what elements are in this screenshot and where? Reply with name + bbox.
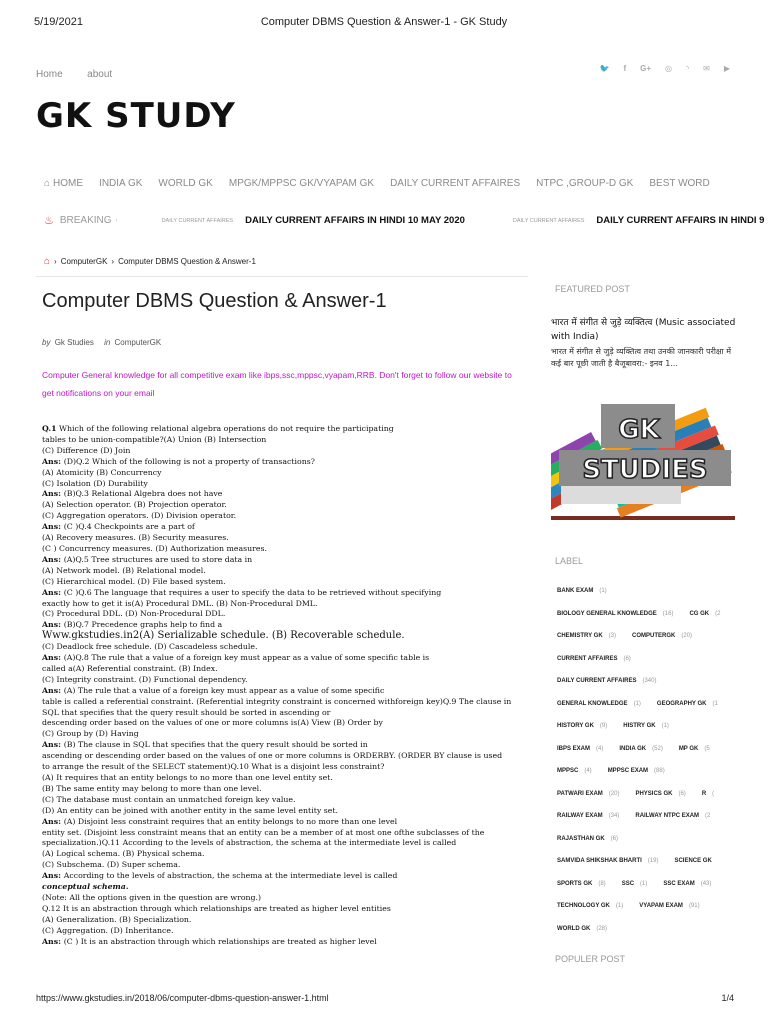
label-link[interactable]: WORLD GK [557, 925, 591, 932]
breadcrumb-separator-icon: › [111, 257, 115, 266]
label-count: (16) [662, 610, 674, 617]
label-row [557, 805, 737, 828]
qa-line-text: ascending or descending order based on the values of one or more columns is ORDERBY. (ORDER BY clause is used [42, 751, 503, 761]
label-count: (20) [681, 633, 693, 640]
ticker-tag[interactable]: DAILY CURRENT AFFAIRES [512, 217, 585, 224]
label-count: (340) [642, 678, 657, 685]
qa-line-text: (A) Generalization. (B) Specialization. [42, 914, 192, 924]
label-row [557, 738, 737, 761]
image-text-gk: GK [618, 415, 660, 445]
label-count: (9) [599, 723, 608, 730]
qa-line-lead: Ans: [42, 871, 64, 881]
qa-line-text: (C) Hierarchical model. (D) File based system. [42, 576, 226, 586]
qa-line [42, 675, 522, 686]
qa-line-lead: Ans: [42, 554, 64, 564]
social-links [600, 64, 731, 73]
label-count: (2 [715, 610, 721, 617]
qa-line-text: (A) Logical schema. (B) Physical schema. [42, 849, 205, 859]
label-count: (5 [704, 745, 710, 752]
label-count: (4) [584, 768, 592, 775]
ticker-item[interactable]: DAILY CURRENT AFFAIRS IN HINDI 9 [596, 215, 765, 226]
label-count: (43) [700, 880, 712, 887]
twitter-icon[interactable]: 🐦 [599, 64, 610, 73]
label-count: (88) [654, 768, 665, 775]
label-count: (20) [608, 790, 620, 797]
qa-line-text: (C) Aggregation. (D) Inheritance. [42, 925, 174, 935]
qa-line-text: (C) Subschema. (D) Super schema. [42, 860, 181, 870]
qa-line [42, 544, 522, 555]
qa-line [42, 751, 522, 762]
google-plus-icon[interactable]: G+ [640, 64, 652, 73]
label-count: (8) [598, 880, 606, 887]
qa-line [42, 446, 522, 457]
label-link[interactable]: GENERAL KNOWLEDGE [557, 700, 628, 707]
label-row [557, 580, 737, 603]
qa-line-text: descending order based on the values of one or more columns is(A) View (B) Order by [42, 718, 383, 728]
qa-line [42, 566, 522, 577]
qa-line-text: Www.gkstudies.in2(A) Serializable schedule. (B) Recoverable schedule. [42, 630, 405, 642]
qa-line [42, 653, 522, 664]
qa-line-text: (C) Procedural DDL. (D) Non-Procedural DDL. [42, 609, 226, 619]
qa-line [42, 915, 522, 926]
qa-line-text: to arrange the result of the SELECT statement)Q.10 What is a disjoint less constraint? [42, 762, 385, 772]
qa-line [42, 828, 522, 839]
qa-line [42, 817, 522, 828]
label-count: (34) [608, 813, 620, 820]
label-link[interactable]: SPORTS GK [557, 880, 593, 887]
qa-line [42, 795, 522, 806]
fire-icon: ♨ [44, 215, 54, 227]
chevron-icon: › [115, 217, 118, 224]
qa-line-text: table is called a referential constraint. (Referential integrity constraint is concerned withforeign key)Q.9 The clause in [42, 696, 512, 706]
qa-line [42, 686, 522, 697]
qa-line [42, 577, 522, 588]
label-count: (6) [623, 655, 631, 662]
nav-item-mpgk[interactable]: MPGK/MPPSC GK/VYAPAM GK [228, 178, 375, 189]
qa-line [42, 424, 522, 435]
breaking-ticker [44, 214, 764, 227]
qa-line [42, 468, 522, 479]
qa-line-text: According to the levels of abstraction, the schema at the intermediate level is called [63, 871, 398, 881]
label-link[interactable]: DAILY CURRENT AFFAIRES [557, 678, 637, 685]
qa-line-text: (D)Q.2 Which of the following is not a property of transactions? [63, 456, 315, 466]
label-link[interactable]: SSC EXAM [663, 880, 695, 887]
qa-line-text: (B)Q.3 Relational Algebra does not have [63, 489, 223, 499]
qa-line-text: (C) Group by (D) Having [42, 729, 139, 739]
qa-line [42, 511, 522, 522]
promo-text: Computer General knowledge for all competitive exam like ibps,ssc,mppsc,vyapam,RRB. Don't forget to follow our website to get notifications on your email [42, 370, 512, 398]
rss-icon[interactable]: ◝ [686, 64, 690, 73]
label-link[interactable]: VYAPAM EXAM [639, 903, 683, 910]
qa-line-text: specialization.)Q.11 According to the levels of abstraction, the schema at the intermediate level is called [42, 838, 457, 848]
label-link[interactable]: HISTRY GK [623, 723, 656, 730]
label-count: ( [712, 790, 715, 797]
qa-line [42, 773, 522, 784]
instagram-icon[interactable]: ◎ [665, 64, 673, 73]
post-author[interactable]: Gk Studies [54, 338, 94, 347]
qa-line-lead: Q.1 [42, 424, 57, 433]
label-link[interactable]: SCIENCE GK [674, 858, 712, 865]
qa-line-text: (A) Disjoint less constraint requires that an entity belongs to no more than one level [63, 816, 398, 826]
featured-heading: FEATURED POST [555, 284, 630, 294]
mail-icon[interactable]: ✉ [703, 64, 710, 73]
qa-line-text: (C )Q.6 The language that requires a user to specify the data to be retrieved without specifying [63, 587, 442, 597]
label-row [557, 670, 737, 693]
qa-line-text: (A) Network model. (B) Relational model. [42, 565, 206, 575]
featured-image[interactable] [551, 404, 735, 520]
label-link[interactable]: R [701, 790, 707, 797]
qa-line-lead: Ans: [42, 740, 64, 750]
qa-line [42, 555, 522, 566]
qa-line-text: (C) Deadlock free schedule. (D) Cascadeless schedule. [42, 642, 258, 652]
qa-line [42, 762, 522, 773]
qa-line [42, 533, 522, 544]
label-link[interactable]: MPPSC [557, 768, 579, 775]
top-nav [36, 64, 132, 82]
qa-line-text: (C) Aggregation operators. (D) Division operator. [42, 511, 237, 521]
print-doc-title: Computer DBMS Question & Answer-1 - GK Study [260, 16, 508, 28]
qa-line-lead: Ans: [42, 816, 64, 826]
qa-line [42, 926, 522, 937]
label-count: (6) [610, 835, 619, 842]
meta-in: in [104, 338, 111, 347]
nav-item-india-gk[interactable]: INDIA GK [99, 178, 143, 189]
nav-item-ntpc-group-d[interactable]: NTPC ,GROUP-D GK [536, 178, 634, 189]
label-count: (1) [661, 723, 669, 730]
post-meta [42, 338, 161, 347]
label-count: (4) [596, 745, 604, 752]
home-icon: ⌂ [44, 178, 51, 189]
label-row [557, 895, 737, 918]
qa-line-text: (B) The same entity may belong to more than one level. [42, 783, 262, 793]
label-count: (1) [615, 903, 624, 910]
breadcrumb-current: Computer DBMS Question & Answer-1 [118, 257, 256, 266]
label-link[interactable]: HISTORY GK [557, 723, 594, 730]
label-link[interactable]: SAMVIDA SHIKSHAK BHARTI [557, 858, 642, 865]
facebook-icon[interactable]: f [623, 64, 627, 73]
qa-line [42, 893, 522, 904]
qa-line-text: Q.12 It is an abstraction through which relationships are treated as higher level entities [42, 903, 391, 913]
label-count: (6) [678, 790, 686, 797]
meta-by: by [42, 338, 51, 347]
label-row [557, 873, 737, 896]
qa-line-text: (A) The rule that a value of a foreign key must appear as a value of some specific [63, 685, 385, 695]
nav-item-daily-current-affaires[interactable]: DAILY CURRENT AFFAIRES [390, 178, 521, 189]
label-row [557, 715, 737, 738]
label-link[interactable]: IBPS EXAM [557, 745, 591, 752]
qa-line [42, 457, 522, 468]
main-nav [44, 178, 726, 189]
label-row [557, 693, 737, 716]
qa-line [42, 937, 522, 948]
youtube-icon[interactable]: ▶ [723, 64, 730, 73]
qa-line-lead: Ans: [42, 936, 64, 946]
qa-line-text: (A) Selection operator. (B) Projection operator. [42, 500, 227, 510]
breadcrumb-category[interactable]: ComputerGK [60, 257, 108, 266]
qa-line [42, 860, 522, 871]
label-link[interactable]: CHEMISTRY GK [557, 633, 603, 640]
qa-line [42, 740, 522, 751]
qa-line-text: (B)Q.7 Precedence graphs help to find a [63, 620, 223, 630]
qa-line-text: tables to be union-compatible?(A) Union (B) Intersection [42, 434, 267, 444]
home-icon[interactable]: ⌂ [44, 256, 51, 267]
qa-line-text: (C) Isolation (D) Durability [42, 478, 148, 488]
qa-line-text: SQL that specifies that the query result should be sorted in ascending or [42, 707, 331, 717]
label-row [557, 918, 737, 941]
qa-line [42, 500, 522, 511]
site-logo[interactable]: GK STUDY [36, 96, 236, 136]
label-link[interactable]: PHYSICS GK [635, 790, 673, 797]
label-link[interactable]: PATWARI EXAM [557, 790, 603, 797]
image-text-studies: STUDIES [582, 455, 708, 485]
label-link[interactable]: CURRENT AFFAIRES [557, 655, 618, 662]
nav-item-home[interactable]: ⌂ HOME [44, 178, 84, 189]
qa-line-lead: Ans: [42, 685, 64, 695]
qa-line [42, 522, 522, 533]
qa-line-text: (A)Q.8 The rule that a value of a foreign key must appear as a value of some specific table is [63, 653, 430, 663]
qa-line [42, 806, 522, 817]
qa-line-text: Which of the following relational algebra operations do not require the participating [56, 424, 394, 433]
qa-line [42, 479, 522, 490]
qa-line-text: (D) An entity can be joined with another entity in the same level entity set. [42, 805, 338, 815]
qa-line-text: (A) It requires that an entity belongs to no more than one level entity set. [42, 773, 333, 782]
nav-item-best-word[interactable]: BEST WORD [649, 178, 710, 189]
nav-item-world-gk[interactable]: WORLD GK [158, 178, 213, 189]
qa-line-lead: Ans: [42, 587, 64, 597]
qa-line-text: (Note: All the options given in the question are wrong.) [42, 892, 262, 902]
print-page-number: 1/4 [721, 993, 734, 1003]
post-title: Computer DBMS Question & Answer-1 [42, 290, 387, 312]
label-link[interactable]: BANK EXAM [557, 588, 594, 595]
print-url: https://www.gkstudies.in/2018/06/computer-dbms-question-answer-1.html [36, 993, 329, 1003]
qa-line [42, 435, 522, 446]
label-count: (28) [596, 925, 607, 932]
label-link[interactable]: TECHNOLOGY GK [557, 903, 610, 910]
label-link[interactable]: GEOGRAPHY GK [656, 700, 707, 707]
qa-line-text: (C) Integrity constraint. (D) Functional dependency. [42, 674, 248, 684]
qa-line [42, 588, 522, 599]
qa-line [42, 708, 522, 719]
label-link[interactable]: BIOLOGY GENERAL KNOWLEDGE [557, 610, 657, 617]
label-link[interactable]: SSC [621, 880, 635, 887]
qa-line [42, 838, 522, 849]
qa-line-text: (C) The database must contain an unmatched foreign key value. [42, 794, 296, 804]
label-count: (1) [640, 880, 648, 887]
books-image [551, 404, 735, 520]
qa-line [42, 882, 522, 893]
label-row [557, 648, 737, 671]
label-link[interactable]: RAILWAY NTPC EXAM [635, 813, 700, 820]
label-row [557, 603, 737, 626]
label-count: (52) [652, 745, 663, 752]
qa-line [42, 718, 522, 729]
qa-line [42, 904, 522, 915]
qa-line [42, 599, 522, 610]
featured-excerpt: भारत में संगीत से जुड़े व्यक्तित्व तथा उनकी जानकारी परीक्षा में कई बार पूछी जाती है बैजूबावरा:- इनव 1... [551, 347, 732, 368]
qa-line-lead: Ans: [42, 456, 64, 466]
qa-line-text: (C )Q.4 Checkpoints are a part of [63, 522, 195, 532]
qa-line-text: exactly how to get it is(A) Procedural DML. (B) Non-Procedural DML. [42, 598, 318, 608]
ticker-tag[interactable]: DAILY CURRENT AFFAIRES [161, 217, 234, 224]
divider [36, 276, 528, 277]
label-count: (3) [608, 633, 617, 640]
qa-line [42, 631, 522, 642]
label-link[interactable]: RAILWAY EXAM [557, 813, 603, 820]
qa-line [42, 664, 522, 675]
label-link[interactable]: INDIA GK [619, 745, 647, 752]
qa-line-lead: Ans: [42, 522, 64, 532]
label-count: (19) [647, 858, 659, 865]
qa-line [42, 489, 522, 500]
label-count: (91) [688, 903, 700, 910]
label-link[interactable]: MPPSC EXAM [607, 768, 649, 775]
qa-line [42, 729, 522, 740]
post-body [42, 424, 522, 948]
label-link[interactable]: CG GK [689, 610, 710, 617]
label-row [557, 850, 737, 873]
label-row [557, 760, 737, 783]
label-link[interactable]: RAJASTHAN GK [557, 835, 605, 842]
qa-line-text: (C) Difference (D) Join [42, 445, 131, 455]
qa-line [42, 609, 522, 620]
label-heading: LABEL [555, 556, 584, 566]
breadcrumb [44, 256, 256, 267]
qa-line-text: entity set. (Disjoint less constraint means that an entity can be a member of at most one ofthe subclasses of the [42, 827, 485, 837]
qa-line-text: (B) The clause in SQL that specifies that the query result should be sorted in [63, 740, 368, 750]
qa-line-text: (A) Recovery measures. (B) Security measures. [42, 533, 229, 543]
qa-line [42, 784, 522, 795]
qa-line [42, 871, 522, 882]
label-link[interactable]: COMPUTERGK [632, 633, 676, 640]
top-nav-home[interactable]: Home [36, 69, 63, 80]
print-date: 5/19/2021 [34, 16, 83, 28]
label-row [557, 828, 737, 851]
qa-line-lead: Ans: [42, 489, 64, 499]
qa-line-text: (A)Q.5 Tree structures are used to store data in [63, 554, 253, 564]
label-count: (1 [712, 700, 718, 707]
top-nav-about[interactable]: about [87, 69, 113, 80]
label-link[interactable]: MP GK [678, 745, 699, 752]
label-row [557, 625, 737, 648]
featured-title[interactable]: भारत में संगीत से जुड़े व्यक्तित्व (Music associated with India) [551, 318, 736, 342]
qa-line [42, 697, 522, 708]
breaking-label: BREAKING [59, 215, 112, 226]
ticker-item[interactable]: DAILY CURRENT AFFAIRS IN HINDI 10 MAY 2020 [245, 215, 465, 226]
label-list [557, 580, 737, 940]
label-count: (1) [633, 700, 641, 707]
featured-post[interactable] [551, 316, 737, 406]
qa-line-text: (C ) It is an abstraction through which relationships are treated as higher level [63, 936, 377, 946]
qa-line [42, 849, 522, 860]
qa-line-text: (C ) Concurrency measures. (D) Authorization measures. [42, 543, 268, 553]
label-count: (2 [705, 813, 711, 820]
qa-line-text: (A) Atomicity (B) Concurrency [42, 467, 162, 477]
post-category[interactable]: ComputerGK [114, 338, 162, 347]
qa-line-text: conceptual schema. [42, 882, 129, 892]
breadcrumb-separator-icon: › [54, 257, 57, 266]
label-row [557, 783, 737, 806]
qa-line-lead: Ans: [42, 620, 64, 630]
qa-line [42, 642, 522, 653]
popular-heading: POPULER POST [555, 954, 626, 964]
label-count: (1) [599, 588, 607, 595]
qa-line-text: called a(A) Referential constraint. (B) Index. [42, 663, 218, 673]
qa-line-lead: Ans: [42, 653, 64, 663]
